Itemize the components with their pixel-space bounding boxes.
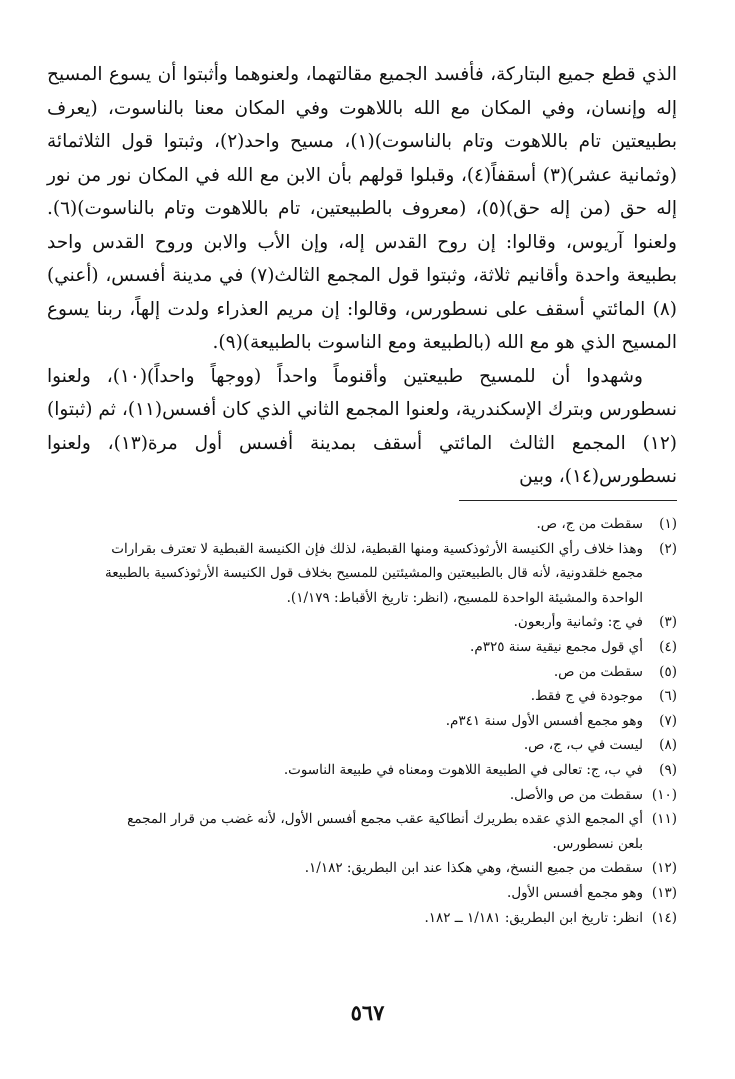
footnote-number: (٨)	[659, 737, 677, 754]
footnote-line: سقطت من جميع النسخ، وهي هكذا عند ابن البطريق: ١/١٨٢.	[304, 860, 643, 877]
footnote-line: مجمع خلقدونية، لأنه قال بالطبيعتين والمشيئتين للمسيح بخلاف قول الكنيسة الأرثوذكسية بالطبيعة	[104, 565, 643, 582]
footnote-number: (٦)	[659, 688, 677, 705]
footnote-12	[45, 856, 677, 881]
footnote-number: (٥)	[659, 663, 677, 680]
footnote-13	[45, 881, 677, 906]
footnote-6	[45, 684, 677, 709]
page-number: ٥٦٧	[350, 1000, 385, 1025]
footnote-line: في ج: وثمانية وأربعون.	[513, 614, 643, 631]
footnote-number: (٤)	[659, 638, 677, 655]
paragraph-1: الذي قطع جميع البتاركة، فأفسد الجميع مقالتهما، ولعنوهما وأثبتوا أن يسوع المسيح إله وإنسان، وفي المكان مع الله باللاهوت وفي المكان معنا بالناسوت، (يعرف بطبيعتين تام باللاهوت وتام بالناسوت)(١)، مسيح واحد(٢)، وثبتوا قول الثلاثمائة (وثمانية عشر)(٣) أسقفاً(٤)، وقبلوا قولهم بأن الابن مع الله في المكان نور من نور إله حق (من إله حق)(٥)، (معروف بالطبيعتين، تام باللاهوت وتام بالناسوت)(٦). ولعنوا آريوس، وقالوا: إن روح القدس إله، وإن الأب والابن وروح القدس واحد بطبيعة واحدة وأقانيم ثلاثة، وثبتوا قول المجمع الثالث(٧) في مدينة أفسس، (أعني)(٨) المائتي أسقف على نسطورس، وقالوا: إن مريم العذراء ولدت إلهاً، ربنا يسوع المسيح الذي هو مع الله (بالطبيعة ومع الناسوت بالطبيعة)(٩).	[47, 64, 678, 353]
footnote-5	[45, 660, 677, 685]
footnote-4	[45, 635, 677, 660]
footnote-line: وهذا خلاف رأي الكنيسة الأرثوذكسية ومنها القبطية، لذلك فإن الكنيسة القبطية لا تعترف بقرارات	[111, 540, 643, 557]
footnote-text	[45, 537, 643, 611]
footnote-text	[45, 758, 643, 783]
footnote-text	[45, 610, 643, 635]
footnote-line: سقطت من ج، ص.	[536, 516, 643, 532]
footnote-line: في ب، ج: تعالى في الطبيعة اللاهوت ومعناه في طبيعة الناسوت.	[283, 761, 643, 778]
paragraph-2: وشهدوا أن للمسيح طبيعتين وأقنوماً واحداً (ووجهاً واحداً)(١٠)، ولعنوا نسطورس وبترك الإسكندرية، ولعنوا المجمع الثاني الذي كان أفسس(١١)، ثم (ثبتوا)(١٢) المجمع الثالث المائتي أسقف بمدينة أفسس أول مرة(١٣)، ولعنوا نسطورس(١٤)، وبين	[47, 365, 677, 487]
footnote-text	[45, 512, 643, 537]
footnote-text	[45, 783, 643, 808]
footnote-7	[45, 709, 677, 734]
footnote-number: (٢)	[659, 540, 677, 557]
footnote-1	[45, 512, 677, 537]
footnote-text	[45, 635, 643, 660]
footnotes-list	[45, 512, 677, 930]
footnote-line: وهو مجمع أفسس الأول.	[507, 884, 643, 901]
footnote-2	[45, 537, 677, 611]
footnote-line: انظر: تاريخ ابن البطريق: ١/١٨١ ــ ١٨٢.	[424, 909, 643, 926]
footnote-number: (١٣)	[651, 884, 677, 901]
footnote-text	[45, 881, 643, 906]
footnote-number: (٩)	[659, 761, 677, 778]
footnote-text	[45, 733, 643, 758]
footnote-line: بلعن نسطورس.	[552, 835, 643, 852]
footnote-3	[45, 610, 677, 635]
footnote-10	[45, 783, 677, 808]
footnote-text	[45, 856, 643, 881]
footnote-text	[45, 807, 643, 856]
footnote-line: الواحدة والمشيئة الواحدة للمسيح، (انظر: تاريخ الأقباط: ١/١٧٩).	[286, 589, 643, 606]
footnote-line: وهو مجمع أفسس الأول سنة ٣٤١م.	[445, 712, 643, 729]
footnote-line: موجودة في ج فقط.	[530, 688, 643, 705]
footnote-14	[45, 906, 677, 931]
footnote-line: أي قول مجمع نيقية سنة ٣٢٥م.	[470, 638, 643, 655]
footnote-number: (٧)	[659, 712, 677, 729]
footnote-number: (١٤)	[651, 909, 677, 926]
footnote-separator	[459, 500, 677, 501]
footnote-number: (١١)	[651, 811, 677, 828]
footnote-number: (١)	[659, 516, 677, 532]
footnote-line: سقطت من ص.	[553, 663, 643, 680]
footnote-text	[45, 709, 643, 734]
footnote-number: (١٢)	[651, 860, 677, 877]
footnote-line: ليست في ب، ج، ص.	[523, 737, 643, 754]
footnote-line: سقطت من ص والأصل.	[509, 786, 643, 803]
footnote-text	[45, 684, 643, 709]
footnote-text	[45, 660, 643, 685]
footnote-8	[45, 733, 677, 758]
footnote-text	[45, 906, 643, 931]
footnote-number: (١٠)	[651, 786, 677, 803]
main-text	[47, 58, 677, 494]
footnote-number: (٣)	[659, 614, 677, 631]
footnote-line: أي المجمع الذي عقده بطريرك أنطاكية عقب مجمع أفسس الأول، لأنه غضب من قرار المجمع	[127, 811, 643, 828]
footnote-9	[45, 758, 677, 783]
footnote-11	[45, 807, 677, 856]
